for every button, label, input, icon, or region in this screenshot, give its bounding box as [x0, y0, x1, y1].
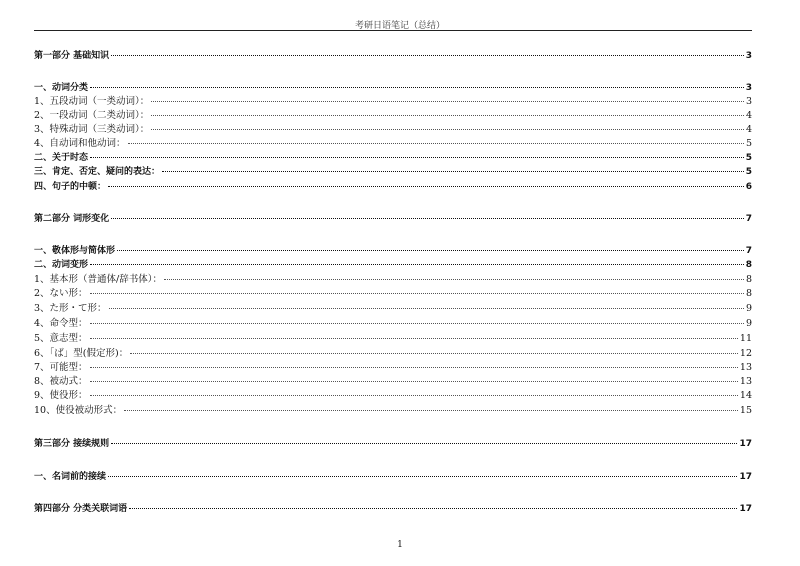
toc-entry-title: 3、た形・て形： — [34, 303, 107, 314]
toc-entry-page: 17 — [739, 439, 752, 449]
toc-dot-leader — [162, 171, 744, 172]
toc-entry-page: 4 — [745, 124, 752, 135]
toc-entry-title: 二、关于时态 — [34, 153, 89, 163]
toc-entry-page: 5 — [745, 138, 752, 149]
toc-dot-leader — [90, 381, 738, 382]
toc-entry-page: 5 — [745, 167, 752, 177]
toc-entry-title: 8、被动式： — [34, 376, 88, 387]
toc-entry[interactable] — [34, 405, 752, 417]
header-rule — [34, 30, 752, 31]
toc-entry[interactable] — [34, 82, 752, 94]
toc-entry-page: 11 — [739, 333, 752, 344]
toc-entry-page: 6 — [745, 182, 752, 192]
toc-entry-title: 二、动词变形 — [34, 260, 89, 270]
toc-entry-title: 第三部分 接续规则 — [34, 439, 110, 449]
toc-entry-title: 三、肯定、否定、疑问的表达： — [34, 167, 161, 177]
toc-entry-title: 6、「ば」型(假定形)： — [34, 348, 129, 359]
toc-entry-title: 2、一段动词（二类动词）： — [34, 110, 150, 121]
toc-entry-page: 3 — [745, 83, 752, 93]
toc-entry-title: 7、可能型： — [34, 362, 88, 373]
toc-entry-title: 4、命令型： — [34, 318, 88, 329]
toc-dot-leader — [151, 129, 744, 130]
toc-entry-page: 8 — [745, 288, 752, 299]
toc-entry-page: 9 — [745, 303, 752, 314]
toc-entry[interactable] — [34, 152, 752, 164]
toc-entry-page: 13 — [739, 362, 752, 373]
toc-entry-page: 4 — [745, 110, 752, 121]
toc-entry-title: 1、五段动词（一类动词）： — [34, 96, 150, 107]
toc-entry[interactable] — [34, 288, 752, 300]
toc-entry-page: 7 — [745, 246, 752, 256]
toc-dot-leader — [90, 157, 744, 158]
toc-dot-leader — [128, 143, 744, 144]
toc-entry[interactable] — [34, 259, 752, 271]
page-number: 1 — [397, 540, 403, 550]
toc-dot-leader — [90, 367, 738, 368]
toc-entry[interactable] — [34, 274, 752, 286]
toc-dot-leader — [90, 323, 744, 324]
toc-entry-title: 2、ない形： — [34, 288, 88, 299]
toc-entry-title: 四、句子的中顿： — [34, 182, 107, 192]
toc-entry-page: 8 — [745, 274, 752, 285]
toc-dot-leader — [108, 476, 737, 477]
toc-dot-leader — [111, 443, 737, 444]
toc-dot-leader — [109, 308, 744, 309]
toc-entry[interactable] — [34, 333, 752, 345]
toc-dot-leader — [90, 338, 738, 339]
toc-entry[interactable] — [34, 376, 752, 388]
toc-entry[interactable] — [34, 503, 752, 515]
toc-entry[interactable] — [34, 390, 752, 402]
toc-entry-title: 5、意志型： — [34, 333, 88, 344]
toc-entry[interactable] — [34, 181, 752, 193]
toc-entry-page: 8 — [745, 260, 752, 270]
toc-entry-title: 1、基本形（普通体/辞书体）： — [34, 274, 162, 285]
toc-dot-leader — [90, 264, 744, 265]
toc-entry[interactable] — [34, 438, 752, 450]
toc-entry[interactable] — [34, 213, 752, 225]
toc-dot-leader — [108, 186, 744, 187]
toc-dot-leader — [90, 293, 744, 294]
toc-entry-title: 第四部分 分类关联词语 — [34, 504, 128, 514]
toc-entry-title: 一、动词分类 — [34, 83, 89, 93]
toc-dot-leader — [90, 395, 738, 396]
toc-entry-page: 14 — [739, 390, 752, 401]
toc-entry-page: 17 — [739, 472, 752, 482]
toc-dot-leader — [90, 87, 744, 88]
toc-entry-page: 13 — [739, 376, 752, 387]
toc-dot-leader — [124, 410, 738, 411]
toc-dot-leader — [111, 218, 744, 219]
toc-entry[interactable] — [34, 50, 752, 62]
toc-entry-page: 17 — [739, 504, 752, 514]
toc-dot-leader — [130, 353, 738, 354]
toc-entry-title: 一、名词前的接续 — [34, 472, 107, 482]
page-header: 考研日语笔记（总结） — [354, 21, 445, 31]
toc-entry-page: 3 — [745, 96, 752, 107]
toc-entry[interactable] — [34, 245, 752, 257]
toc-entry[interactable] — [34, 96, 752, 108]
toc-entry-title: 第二部分 词形变化 — [34, 214, 110, 224]
toc-entry-title: 4、自动词和他动词： — [34, 138, 126, 149]
toc-entry-page: 5 — [745, 153, 752, 163]
toc-entry[interactable] — [34, 348, 752, 360]
toc-entry-page: 12 — [739, 348, 752, 359]
toc-dot-leader — [151, 101, 744, 102]
toc-entry[interactable] — [34, 166, 752, 178]
toc-dot-leader — [164, 279, 744, 280]
toc-entry[interactable] — [34, 362, 752, 374]
toc-entry[interactable] — [34, 110, 752, 122]
toc-dot-leader — [111, 55, 744, 56]
toc-entry-page: 15 — [739, 405, 752, 416]
toc-entry-title: 9、使役形： — [34, 390, 88, 401]
toc-entry[interactable] — [34, 303, 752, 315]
toc-dot-leader — [129, 508, 737, 509]
toc-entry-title: 第一部分 基础知识 — [34, 51, 110, 61]
toc-entry-page: 3 — [745, 51, 752, 61]
toc-dot-leader — [151, 115, 744, 116]
toc-entry[interactable] — [34, 124, 752, 136]
toc-entry-title: 一、敬体形与简体形 — [34, 246, 116, 256]
toc-entry[interactable] — [34, 318, 752, 330]
toc-entry-title: 3、特殊动词（三类动词）： — [34, 124, 150, 135]
toc-entry-page: 9 — [745, 318, 752, 329]
toc-entry[interactable] — [34, 138, 752, 150]
toc-entry-title: 10、使役被动形式： — [34, 405, 123, 416]
toc-dot-leader — [117, 250, 744, 251]
toc-entry-page: 7 — [745, 214, 752, 224]
toc-entry[interactable] — [34, 471, 752, 483]
